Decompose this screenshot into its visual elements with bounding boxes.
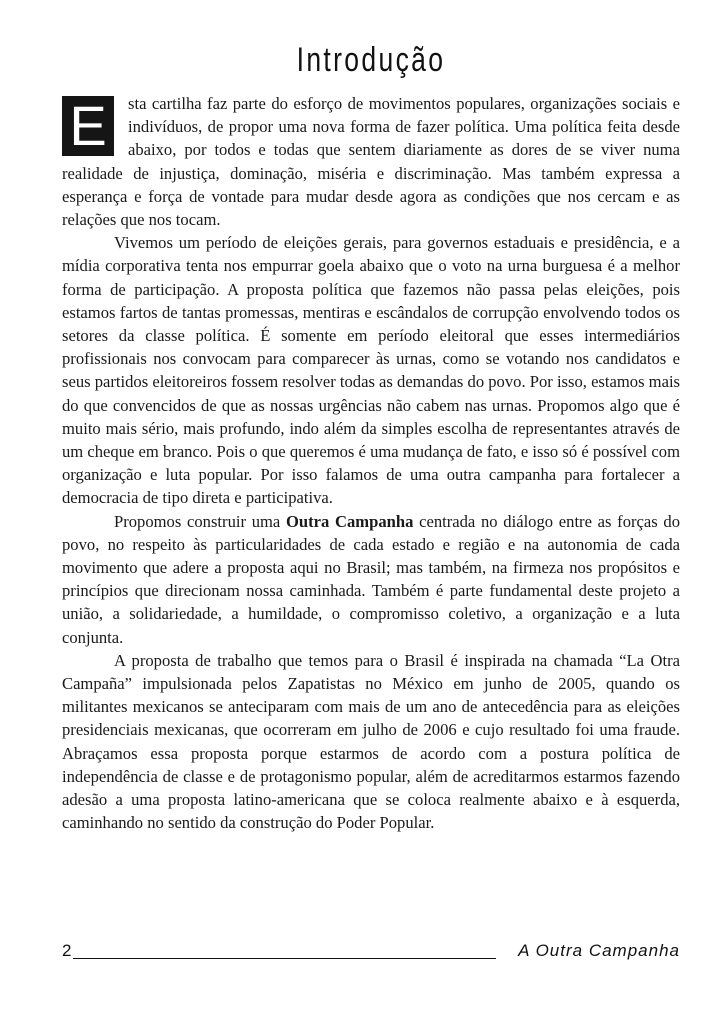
paragraph-3-emphasis: Outra Campanha xyxy=(285,511,414,531)
drop-cap: E xyxy=(62,96,114,156)
paragraph-2 xyxy=(62,231,680,509)
footer-rule xyxy=(73,958,496,959)
page-title: Introdução xyxy=(296,41,446,79)
paragraph-3 xyxy=(62,510,680,649)
paragraph-3-text-start: Propomos construir uma xyxy=(114,511,286,531)
paragraph-2-text: Vivemos um período de eleições gerais, para governos estaduais e presidência, e a mídia corporativa tenta nos empurrar goela abaixo que o voto na urna burguesa é a melhor forma de participação. A proposta política que fazemos não passa pelas eleições, pois estamos fartos de tantas promessas, mentiras e escândalos de corrupção envolvendo todos os setores da classe política. É somente em período eleitoral que esses intermediários profissionais nos convocam para comparecer às urnas, como se votando nos candidatos e seus partidos eleitoreiros fossem resolver todas as demandas do povo. Por isso, estamos mais do que convencidos de que as nossas urgências não cabem nas urnas. Propomos algo que é muito mais sério, mais profundo, indo além da simples escolha de representantes através de um cheque em branco. Pois o que queremos é uma mudança de fato, e isso só é possível com organização e luta popular. Por isso falamos de uma outra campanha para fortalecer a democracia de tipo direta e participativa. xyxy=(62,233,681,508)
paragraph-4-text: A proposta de trabalho que temos para o Brasil é inspirada na chamada “La Otra Campaña” impulsionada pelos Zapatistas no México em junho de 2005, quando os militantes mexicanos se anteciparam com mais de um ano de antecedência para as eleições presidenciais mexicanas, que ocorreram em julho de 2006 e cujo resultado foi uma fraude. Abraçamos essa proposta porque estarmos de acordo com a postura política de independência de classe e de protagonismo popular, além de acreditarmos estarmos fazendo adesão a uma proposta latino-americana que se coloca realmente abaixo e à esquerda, caminhando no sentido da construção do Poder Popular. xyxy=(62,650,680,833)
paragraph-1-text: sta cartilha faz parte do esforço de movimentos populares, organizações sociais e indivíduos, de propor uma nova forma de fazer política. Uma política feita desde abaixo, por todos e todas que sentem diariamente as dores de se viver numa realidade de injustiça, dominação, miséria e discriminação. Mas também expressa a esperança e força de vontade para mudar desde agora as condições que nos cercam e as relações que nos tocam. xyxy=(62,94,680,230)
paragraph-3-text-end: centrada no diálogo entre as forças do povo, no respeito às particularidades de cada estado e região e na autonomia de cada movimento que adere a proposta aqui no Brasil; mas também, na firmeza nos propósitos e princípios que direcionam nossa caminhada. Também é parte fundamental deste projeto a união, a solidariedade, a humildade, o compromisso coletivo, a organização e a luta conjunta. xyxy=(62,511,681,647)
page-number: 2 xyxy=(62,941,72,960)
document-page xyxy=(62,40,680,835)
paragraph-4 xyxy=(62,649,680,835)
running-head: A Outra Campanha xyxy=(518,941,680,960)
paragraph-1 xyxy=(62,92,680,231)
page-footer xyxy=(62,939,680,963)
